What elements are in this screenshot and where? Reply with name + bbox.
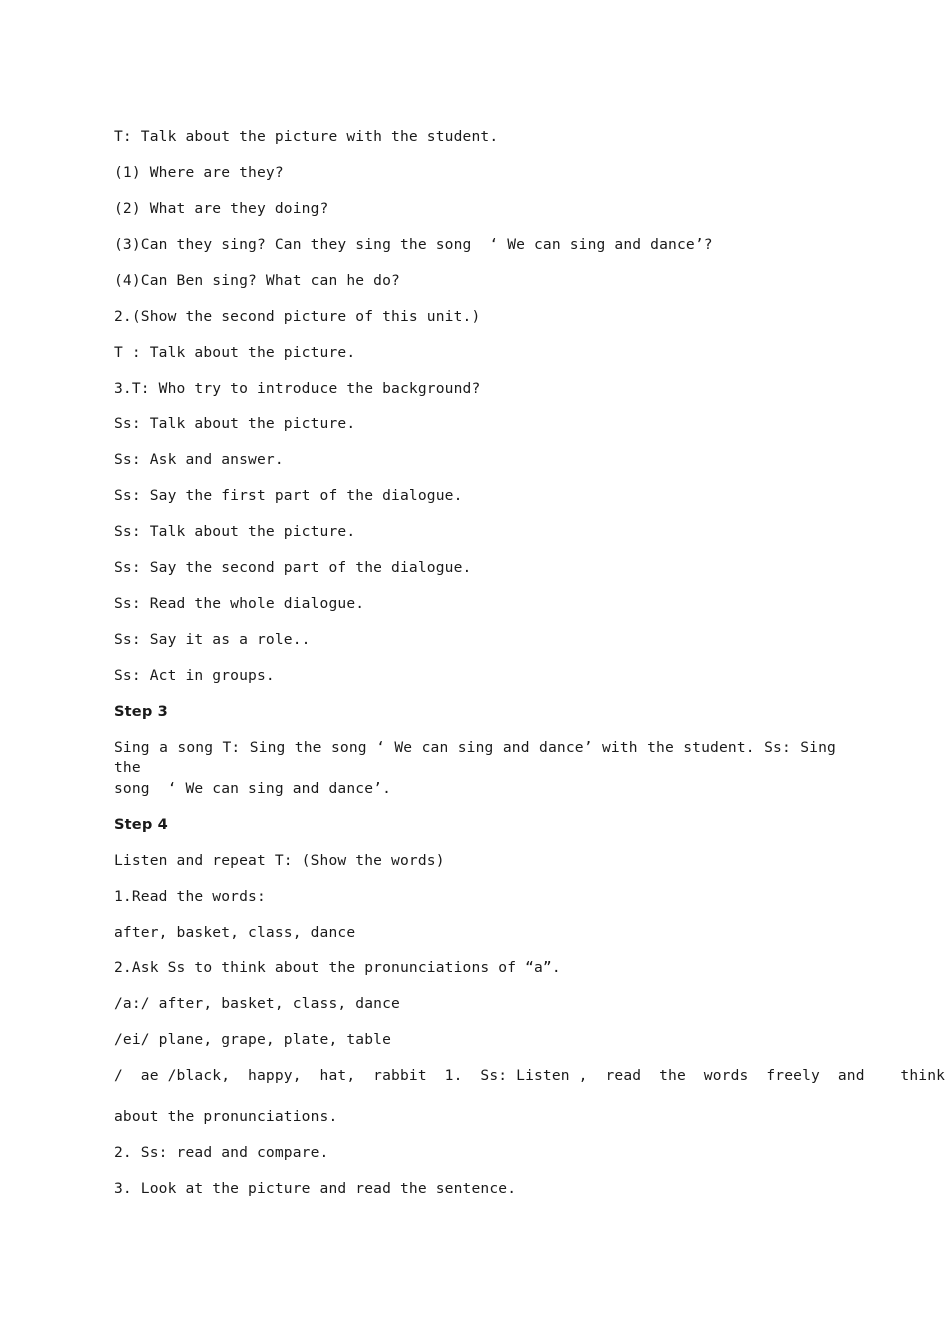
text-line: Ss: Act in groups. <box>114 667 275 684</box>
text-line: Ss: Ask and answer. <box>114 451 284 468</box>
text-line: T: Talk about the picture with the student. <box>114 128 499 145</box>
text-line: 2.Ask Ss to think about the pronunciations of “a”. <box>114 959 561 976</box>
text-line: 3.T: Who try to introduce the background? <box>114 380 481 397</box>
text-line: Ss: Say it as a role.. <box>114 631 311 648</box>
text-line: /ei/ plane, grape, plate, table <box>114 1031 392 1048</box>
text-line: / ae /black, happy, hat, rabbit 1. Ss: Listen , read the words freely and think <box>114 1067 946 1084</box>
text-line: Ss: Read the whole dialogue. <box>114 595 365 612</box>
text-line: 2. Ss: read and compare. <box>114 1144 329 1161</box>
text-line: Sing a song T: Sing the song ‘ We can sing and dance’ with the student. Ss: Sing the <box>114 739 836 776</box>
text-line: /a:/ after, basket, class, dance <box>114 995 400 1012</box>
text-line: (1) Where are they? <box>114 164 284 181</box>
text-line: (2) What are they doing? <box>114 200 329 217</box>
text-line: 3. Look at the picture and read the sentence. <box>114 1180 517 1197</box>
section-heading: Step 3 <box>114 703 168 720</box>
text-line: about the pronunciations. <box>114 1108 338 1125</box>
text-line: 1.Read the words: <box>114 888 266 905</box>
text-line: Ss: Say the second part of the dialogue. <box>114 559 472 576</box>
text-line: Ss: Talk about the picture. <box>114 415 356 432</box>
text-line: (3)Can they sing? Can they sing the song ‘ We can sing and dance’? <box>114 236 713 253</box>
text-line: Ss: Talk about the picture. <box>114 523 356 540</box>
text-line: Ss: Say the first part of the dialogue. <box>114 487 463 504</box>
text-line: (4)Can Ben sing? What can he do? <box>114 272 400 289</box>
text-line: 2.(Show the second picture of this unit.) <box>114 308 481 325</box>
text-line: song ‘ We can sing and dance’. <box>114 780 392 797</box>
section-heading: Step 4 <box>114 816 168 833</box>
text-line: after, basket, class, dance <box>114 924 356 941</box>
text-line: Listen and repeat T: (Show the words) <box>114 852 445 869</box>
text-line: T : Talk about the picture. <box>114 344 356 361</box>
